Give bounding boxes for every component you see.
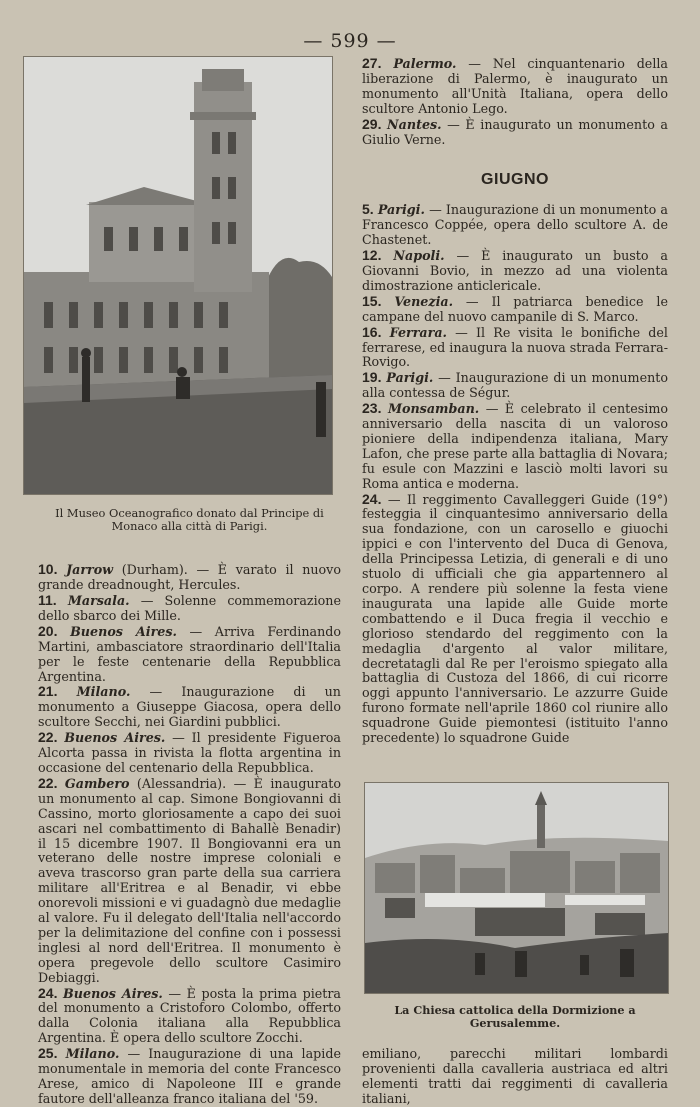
entry-day: 23. — [362, 400, 382, 417]
entry-may-22b — [38, 776, 341, 986]
entry-text: — È inaugurato un busto a Giovanni Bovio, in mezzo ad una violenta dimostrazione anticlericale. — [362, 248, 668, 293]
page-number: — 599 — — [303, 30, 397, 52]
entry-may-20 — [38, 624, 341, 685]
entry-text: (Alessandria). — È inaugurato un monumento al cap. Simone Bongiovanni di Cassino, morto gloriosamente a capo dei suoi ascari nel combattimento di Bahallè Benadir) il 15 dicembre 1907. Il Bongiovanni era un veterano delle nostre imprese coloniali e aveva trascorso gran parte della sua carriera militare all'Eritrea e al Benadir, vi ebbe onorevoli missioni e vi guadagnò due medaglie al valore. Fu il delegato dell'Italia nell'accordo per la delimitazione del confine con i possessi inglesi al nord dell'Eritrea. Il monumento è opera pregevole dello scultore Casimiro Debiaggi. — [38, 775, 341, 985]
museum-photo — [23, 56, 333, 495]
left-column — [38, 56, 341, 1107]
museum-photo-caption: Il Museo Oceanografico donato dal Principe di Monaco alla città di Parigi. — [55, 506, 324, 533]
church-photo — [364, 782, 669, 994]
section-heading-giugno: GIUGNO — [481, 171, 549, 189]
entry-place: Buenos Aires. — [70, 623, 177, 639]
entry-text: — Inaugurazione di una lapide monumentale in memoria del conte Francesco Arese, amico di Napoleone III e grande fautore dell'alleanza franco italiana del '59. — [38, 1046, 341, 1106]
entry-place: Palermo. — [393, 56, 457, 71]
entry-text: — Inaugurazione di un monumento alla contessa de Ségur. — [362, 370, 668, 401]
entry-place: Parigi. — [377, 202, 425, 218]
entry-day: 10. — [38, 561, 58, 578]
entry-day: 5. — [362, 201, 374, 218]
entry-june-12 — [362, 248, 668, 294]
entry-day: 29. — [362, 115, 382, 132]
entry-text: — Solenne commemorazione dello sbarco dei Mille. — [38, 593, 341, 623]
entry-place: Parigi. — [386, 370, 434, 386]
church-photo-illustration — [365, 783, 668, 993]
entry-may-21 — [38, 684, 341, 730]
entry-text: — Il patriarca benedice le campane del nuovo campanile di S. Marco. — [362, 293, 668, 324]
entry-day: 22. — [38, 774, 58, 791]
entry-text: — È celebrato il centesimo anniversario della nascita di un valoroso pioniere della indipendenza italiana, Mary Lafon, che prese parte alla battaglia di Novara; fu esule con Mazzini e lasciò molti lavori su Roma antica e moderna. — [362, 401, 668, 491]
entry-text: — È inaugurato un monumento a Giulio Verne. — [362, 116, 668, 147]
entry-day: 27. — [362, 55, 382, 71]
entry-june-23 — [362, 401, 668, 491]
entry-text: — Inaugurazione di un monumento a Giuseppe Giacosa, opera dello scultore Secchi, nei Giardini pubblici. — [38, 684, 341, 730]
entry-text: — Il Re visita le bonifiche del ferrarese, ed inaugura la nuova strada Ferrara-Rovigo. — [362, 324, 668, 370]
entry-place: Monsamban. — [387, 401, 480, 417]
entry-text: — Inaugurazione di un monumento a Francesco Coppée, opera dello scultore A. de Chastenet. — [362, 202, 668, 248]
entry-day: 24. — [38, 984, 58, 1001]
entry-day: 22. — [38, 729, 58, 746]
entry-day: 20. — [38, 622, 58, 639]
entry-day: 15. — [362, 292, 382, 309]
entry-place: Buenos Aires. — [64, 730, 166, 746]
entry-may-29 — [362, 117, 668, 148]
entry-place: Napoli. — [393, 248, 445, 264]
entry-place: Venezia. — [394, 293, 454, 309]
right-column — [362, 56, 668, 1107]
entry-text: — È posta la prima pietra del monumento a Cristoforo Colombo, offerto dalla Colonia italiana alla Repubblica Argentina. È opera dello scultore Zocchi. — [38, 985, 341, 1046]
entry-june-5 — [362, 202, 668, 248]
entry-text: (Durham). — È varato il nuovo grande dreadnought, Hercules. — [38, 562, 341, 593]
entry-day: 25. — [38, 1045, 58, 1062]
entry-place: Gambero — [64, 775, 130, 791]
entry-text: — Nel cinquantenario della liberazione di Palermo, è inaugurato un monumento all'Unità Italiana, opera dello scultore Antonio Lego. — [362, 56, 668, 116]
entry-place: Milano. — [65, 1046, 120, 1062]
entry-day: 12. — [362, 247, 382, 264]
entry-day: 21. — [38, 683, 58, 700]
entry-place: Milano. — [76, 684, 131, 700]
entry-june-19 — [362, 370, 668, 401]
entry-june-16 — [362, 325, 668, 371]
entry-day: 24. — [362, 490, 382, 507]
entry-june-24 — [362, 492, 668, 746]
entry-may-10 — [38, 562, 341, 593]
museum-photo-illustration — [24, 57, 332, 494]
entry-text: — Il presidente Figueroa Alcorta passa in rivista la flotta argentina in occasione del centenario della Repubblica. — [38, 730, 341, 775]
entry-continuation: emiliano, parecchi militari lombardi provenienti dalla cavalleria austriaca ed altri elementi tratti dai reggimenti di cavalleria italiani, — [362, 1046, 668, 1106]
entry-place: Marsala. — [67, 593, 130, 608]
entry-day: 19. — [362, 369, 382, 386]
entry-text: — Il reggimento Cavalleggeri Guide (19°) festeggia il cinquantesimo anniversario della sua fondazione, con un carosello e giuochi ippici e con l'intervento del Duca di Genova, della Principessa Letizia, di generali e di uno stuolo di ufficiali che gia appartennero al corpo. A rendere più solenne la festa viene inaugurata una lapide alle Guide morte combattendo e il Duca fregia il vecchio e glorioso stendardo del reggimento con la medaglia d'argento al valor militare, decretatagli dal Re per l'eroismo spiegato alla battaglia di Custoza del 1866, di cui ricorre oggi appunto l'anniversario. Le azzurre Guide furono formate nell'aprile 1860 col riunire allo squadrone Guide piemontesi (istituito l'anno precedente) lo squadrone Guide — [362, 491, 668, 746]
entry-day: 11. — [38, 592, 57, 608]
entry-place: Ferrara. — [389, 324, 447, 340]
entry-june-15 — [362, 294, 668, 325]
entry-place: Nantes. — [387, 116, 442, 132]
entry-place: Jarrow — [66, 562, 114, 578]
entry-place: Buenos Aires. — [63, 985, 163, 1001]
entry-text: — Arriva Ferdinando Martini, ambasciatore straordinario dell'Italia per le feste centenarie della Repubblica Argentina. — [38, 623, 342, 684]
entry-may-22a — [38, 730, 341, 776]
church-photo-caption: La Chiesa cattolica della Dormizione a Gerusalemme. — [394, 1002, 636, 1030]
entry-may-11 — [38, 593, 341, 624]
entry-may-25 — [38, 1046, 341, 1107]
entry-may-24 — [38, 986, 341, 1047]
entry-may-27 — [362, 56, 668, 117]
entry-day: 16. — [362, 323, 382, 340]
